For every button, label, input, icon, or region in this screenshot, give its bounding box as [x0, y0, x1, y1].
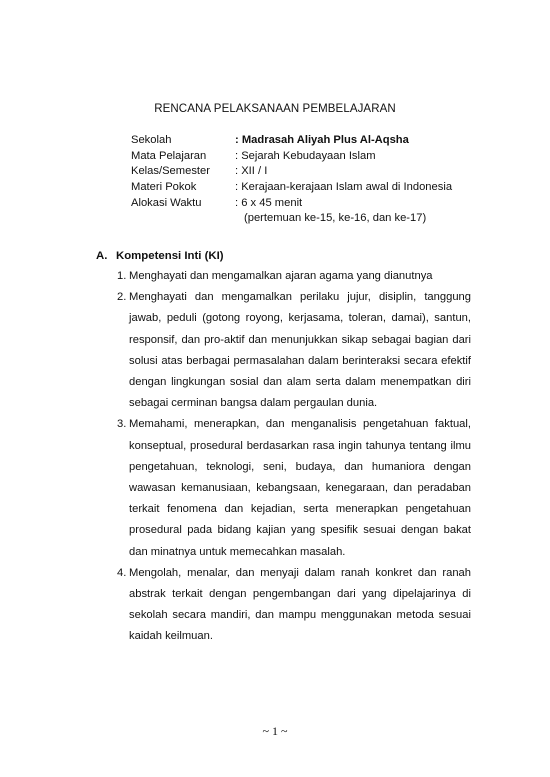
identity-table — [131, 133, 452, 227]
info-value: : Madrasah Aliyah Plus Al-Aqsha — [235, 134, 409, 146]
info-row-mata-pelajaran — [131, 149, 452, 165]
section-heading — [96, 250, 224, 262]
info-label: Mata Pelajaran — [131, 149, 207, 162]
page-number: ~ 1 ~ — [262, 724, 288, 738]
info-row-kelas-semester — [131, 164, 452, 180]
list-item-text: Menghayati dan mengamalkan ajaran agama yang dianutnya — [129, 270, 433, 282]
info-row-materi-pokok — [131, 180, 452, 196]
info-label: Materi Pokok — [131, 181, 197, 194]
list-item — [96, 563, 471, 648]
list-item-text: Memahami, menerapkan, dan menganalisis pengetahuan faktual, konseptual, prosedural berdasarkan rasa ingin tahunya tentang ilmu pengetahuan, teknologi, seni, budaya, dan humaniora dengan wawasan kemanusiaan, kebangsaan, kenegaraan, dan peradaban terkait fenomena dan kejadian, serta menerapkan pengetahuan prosedural pada bidang kajian yang spesifik sesuai dengan bakat dan minatnya untuk memecahkan masalah. — [129, 418, 471, 558]
list-item-number: 3. — [117, 418, 127, 431]
list-item-text: Mengolah, menalar, dan menyaji dalam ranah konkret dan ranah abstrak terkait dengan pengembangan dari yang dipelajarinya di sekolah secara mandiri, dan mampu menggunakan metoda sesuai kaidah keilmuan. — [129, 566, 471, 643]
info-value: : 6 x 45 menit — [235, 196, 303, 209]
list-item-text: Menghayati dan mengamalkan perilaku jujur, disiplin, tanggung jawab, peduli (gotong royong, kerjasama, toleran, damai), santun, responsif, dan pro-aktif dan menunjukkan sikap sebagai bagian dari solusi atas berbagai permasalahan dalam berinteraksi secara efektif dengan lingkungan sosial dan alam serta dalam menempatkan diri sebagai cerminan bangsa dalam pergaulan dunia. — [129, 291, 471, 410]
info-continuation: (pertemuan ke-15, ke-16, dan ke-17) — [244, 212, 427, 225]
info-value: : XII / I — [235, 165, 268, 178]
list-item — [96, 266, 471, 287]
list-item — [96, 414, 471, 562]
info-value: : Sejarah Kebudayaan Islam — [235, 149, 376, 162]
info-label: Sekolah — [131, 134, 172, 146]
info-row-alokasi-waktu — [131, 196, 452, 212]
info-label: Alokasi Waktu — [131, 196, 202, 209]
list-item-number: 1. — [117, 270, 127, 282]
info-row-sekolah — [131, 133, 452, 149]
info-label: Kelas/Semester — [131, 165, 210, 178]
info-value: : Kerajaan-kerajaan Islam awal di Indonesia — [235, 181, 453, 194]
section-title: Kompetensi Inti (KI) — [116, 250, 224, 262]
list-item — [96, 287, 471, 414]
list-item-number: 2. — [117, 291, 127, 304]
document-title: RENCANA PELAKSANAAN PEMBELAJARAN — [154, 103, 396, 115]
kompetensi-inti-list — [96, 266, 471, 648]
list-item-number: 4. — [117, 566, 127, 579]
section-letter: A. — [96, 250, 108, 262]
